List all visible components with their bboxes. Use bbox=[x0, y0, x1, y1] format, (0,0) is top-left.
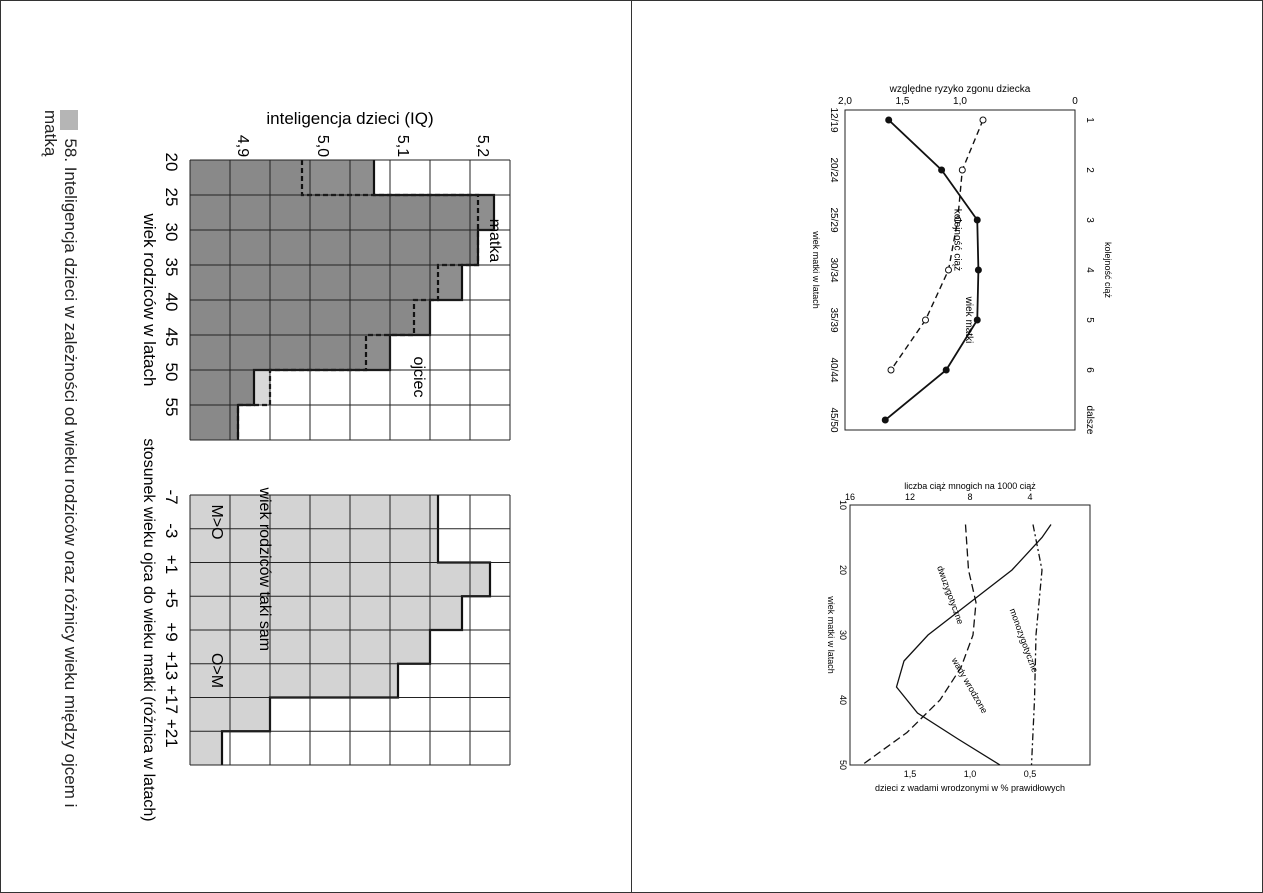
risk-y-tick-0: 0 bbox=[1072, 96, 1078, 107]
risk-point-0-0 bbox=[886, 117, 892, 123]
risk-x-tick-35/39: 35/39 bbox=[828, 307, 839, 333]
twins-y2-tick-1,5: 1,5 bbox=[903, 769, 917, 779]
iq-y-tick-5,2: 5,2 bbox=[474, 134, 491, 158]
risk-top-tick-3: 3 bbox=[1084, 217, 1095, 223]
risk-point-0-3 bbox=[975, 267, 981, 273]
iq-bar-matka-55 bbox=[190, 405, 238, 440]
iq-bar-matka-30 bbox=[190, 230, 478, 265]
risk-top-tick-4: 4 bbox=[1084, 267, 1095, 273]
iq-x-tick-35: 35 bbox=[162, 257, 181, 277]
panel-divider bbox=[631, 0, 632, 893]
iq-x-tick-50: 50 bbox=[162, 362, 181, 382]
iq-x-tick-45: 45 bbox=[162, 327, 181, 347]
iq-bar-matka-35 bbox=[190, 265, 462, 300]
figure-caption bbox=[40, 110, 80, 810]
risk-line-0 bbox=[885, 120, 978, 420]
risk-top-label: kolejność ciąż bbox=[1103, 241, 1113, 299]
iq-x-tick-25: 25 bbox=[162, 187, 181, 207]
diff-x-tick--7: -7 bbox=[162, 489, 181, 505]
twins-y2-tick-0,5: 0,5 bbox=[1023, 769, 1037, 779]
risk-series-label-1: kolejność ciąż bbox=[951, 208, 963, 272]
iq-x-label: wiek rodziców w latach bbox=[140, 213, 159, 387]
diff-x-tick-+5: +5 bbox=[162, 588, 181, 608]
risk-plot-area bbox=[811, 84, 1113, 435]
age-diff-chart bbox=[100, 438, 520, 822]
iq-x-tick-55: 55 bbox=[162, 397, 181, 417]
diff-x-tick-+21: +21 bbox=[162, 718, 181, 748]
diff-bar-+21 bbox=[190, 731, 222, 765]
risk-point-0-5 bbox=[943, 367, 949, 373]
diff-annotation-mo: M>O bbox=[208, 504, 225, 540]
risk-point-0-2 bbox=[974, 217, 980, 223]
iq-y-tick-4,9: 4,9 bbox=[234, 134, 251, 158]
risk-top-tick-5: 5 bbox=[1084, 317, 1095, 323]
iq-y-tick-5,1: 5,1 bbox=[394, 134, 411, 158]
iq-bar-matka-45 bbox=[190, 335, 390, 370]
iq-chart bbox=[100, 100, 520, 480]
risk-point-1-5 bbox=[888, 367, 894, 373]
risk-point-1-1 bbox=[959, 167, 965, 173]
iq-x-tick-20: 20 bbox=[162, 152, 181, 172]
caption-text: 58. Inteligencja dzieci w zależności od wieku rodziców oraz różnicy wieku między ojcem i matką bbox=[41, 110, 80, 808]
twins-x-label: wiek matki w latach bbox=[826, 596, 836, 674]
twins-plot-area bbox=[826, 481, 1090, 793]
risk-top-tick-6: 6 bbox=[1084, 367, 1095, 373]
risk-y-label: względne ryzyko zgonu dziecka bbox=[889, 84, 1031, 95]
twins-line-1 bbox=[1032, 525, 1043, 766]
diff-x-tick-+17: +17 bbox=[162, 685, 181, 714]
risk-top-tick-1: 1 bbox=[1084, 117, 1095, 123]
risk-chart bbox=[800, 84, 1120, 450]
iq-annotation-ojciec: ojciec bbox=[410, 356, 427, 398]
twins-y-tick-8: 8 bbox=[967, 492, 973, 502]
diff-bar-+5 bbox=[190, 596, 462, 630]
twins-y-tick-12: 12 bbox=[904, 492, 916, 502]
risk-x-tick-25/29: 25/29 bbox=[828, 207, 839, 233]
risk-point-1-0 bbox=[980, 117, 986, 123]
risk-point-0-1 bbox=[939, 167, 945, 173]
twins-x-tick-30: 30 bbox=[838, 629, 848, 641]
twins-x-tick-10: 10 bbox=[838, 499, 848, 511]
twins-x-tick-20: 20 bbox=[838, 564, 848, 576]
risk-x-tick-20/24: 20/24 bbox=[828, 157, 839, 183]
risk-x-tick-40/44: 40/44 bbox=[828, 357, 839, 383]
risk-x-tick-12/19: 12/19 bbox=[828, 107, 839, 133]
diff-bar--7 bbox=[190, 495, 438, 529]
risk-point-1-4 bbox=[923, 317, 929, 323]
risk-series-label-0: wiek matki bbox=[962, 296, 974, 344]
caption-label-box bbox=[60, 110, 78, 130]
twins-y-tick-16: 16 bbox=[844, 492, 856, 502]
twins-series-label-2: wady wrodzone bbox=[949, 655, 990, 716]
risk-point-0-6 bbox=[882, 417, 888, 423]
iq-bar-matka-50 bbox=[190, 370, 254, 405]
risk-y-tick-1,0: 1,0 bbox=[953, 96, 967, 107]
twins-chart bbox=[820, 480, 1120, 800]
twins-series-label-0: dwuzygotyczne bbox=[935, 564, 966, 626]
twins-x-tick-40: 40 bbox=[838, 694, 848, 706]
risk-x-tick-30/34: 30/34 bbox=[828, 257, 839, 283]
risk-point-0-4 bbox=[974, 317, 980, 323]
diff-x-tick-+13: +13 bbox=[162, 651, 181, 681]
twins-series-label-1: monozygotyczne bbox=[1007, 607, 1041, 674]
iq-plot-area bbox=[140, 109, 510, 440]
risk-top-tick-2: 2 bbox=[1084, 167, 1095, 173]
diff-annotation-om: O>M bbox=[208, 652, 225, 689]
risk-x-label: wiek matki w latach bbox=[811, 231, 821, 309]
age-diff-plot-area bbox=[140, 438, 510, 821]
twins-frame bbox=[850, 505, 1090, 765]
iq-x-tick-30: 30 bbox=[162, 222, 181, 242]
twins-y-label: liczba ciąż mnogich na 1000 ciąż bbox=[904, 481, 1036, 491]
risk-x-tick-45/50: 45/50 bbox=[828, 407, 839, 433]
risk-y-tick-1,5: 1,5 bbox=[895, 96, 910, 107]
diff-bar-+1 bbox=[190, 563, 490, 597]
risk-point-1-3 bbox=[946, 267, 952, 273]
iq-y-label: inteligencja dzieci (IQ) bbox=[266, 109, 434, 128]
iq-bar-matka-20 bbox=[190, 160, 374, 195]
risk-y-tick-2,0: 2,0 bbox=[838, 96, 852, 107]
diff-x-label: stosunek wieku ojca do wieku matki (różnica w latach) bbox=[140, 438, 157, 822]
diff-x-tick-+1: +1 bbox=[162, 554, 181, 575]
iq-bar-matka-25 bbox=[190, 195, 494, 230]
diff-x-tick--3: -3 bbox=[162, 523, 181, 539]
twins-y2-tick-1,0: 1,0 bbox=[963, 769, 977, 779]
diff-bar--3 bbox=[190, 529, 438, 563]
twins-y2-label: dzieci z wadami wrodzonymi w % prawidłowych bbox=[874, 783, 1066, 793]
iq-annotation-matka: matka bbox=[486, 218, 503, 263]
twins-x-tick-50: 50 bbox=[838, 759, 848, 771]
risk-top-tick-dalsze: dalsze bbox=[1084, 405, 1095, 435]
diff-annotation-same: wiek rodziców taki sam bbox=[256, 487, 273, 652]
iq-x-tick-40: 40 bbox=[162, 292, 181, 312]
iq-y-tick-5,0: 5,0 bbox=[314, 134, 331, 158]
twins-y-tick-4: 4 bbox=[1027, 492, 1033, 502]
diff-x-tick-+9: +9 bbox=[162, 622, 181, 642]
